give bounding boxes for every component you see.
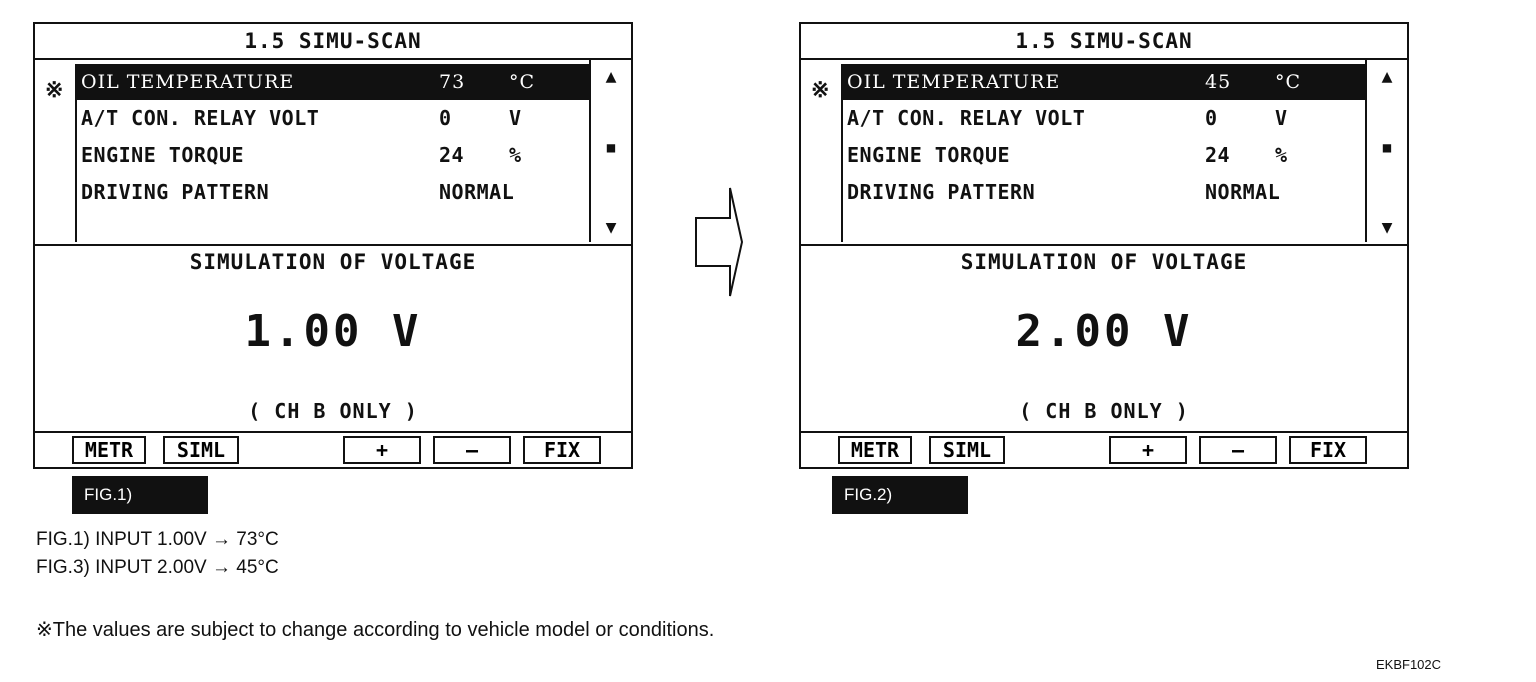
- list-item-engine-torque[interactable]: [77, 137, 591, 173]
- increase-button[interactable]: +: [343, 436, 421, 464]
- function-key-bar: [35, 431, 631, 469]
- simulation-title: SIMULATION OF VOLTAGE: [960, 250, 1248, 274]
- param-unit: °C: [509, 71, 536, 93]
- list-item-oil-temperature[interactable]: [77, 64, 591, 100]
- list-item-driving-pattern[interactable]: [843, 174, 1367, 210]
- divider: [801, 244, 1407, 246]
- scroll-thumb-icon[interactable]: ■: [1382, 140, 1392, 156]
- function-key-bar: [801, 431, 1407, 469]
- channel-note: ( CH B ONLY ): [248, 399, 418, 423]
- simulation-title: SIMULATION OF VOLTAGE: [189, 250, 477, 274]
- screen-title: 1.5 SIMU-SCAN: [35, 24, 631, 60]
- channel-note: ( CH B ONLY ): [1019, 399, 1189, 423]
- param-value: NORMAL: [439, 180, 515, 204]
- param-value: NORMAL: [1205, 180, 1281, 204]
- fix-button[interactable]: FIX: [523, 436, 601, 464]
- right-arrow-outline-icon: [694, 186, 744, 298]
- param-name: ENGINE TORQUE: [81, 143, 245, 167]
- list-item-relay-volt[interactable]: [77, 100, 591, 136]
- param-unit: °C: [1275, 71, 1302, 93]
- metr-button[interactable]: METR: [838, 436, 912, 464]
- param-value: 0: [439, 106, 452, 130]
- param-unit: %: [509, 143, 522, 167]
- scroll-up-icon[interactable]: ▲: [1381, 66, 1393, 87]
- list-item-relay-volt[interactable]: [843, 100, 1367, 136]
- fix-button[interactable]: FIX: [1289, 436, 1367, 464]
- param-unit: V: [1275, 106, 1288, 130]
- decrease-button[interactable]: —: [433, 436, 511, 464]
- figure-code: EKBF102C: [1376, 657, 1442, 672]
- param-value: 24: [1205, 143, 1231, 167]
- parameter-list: [841, 64, 1367, 242]
- param-name: OIL TEMPERATURE: [81, 71, 295, 93]
- figure-label-1: FIG.1): [72, 476, 208, 514]
- scrollbar[interactable]: [589, 60, 631, 242]
- siml-button[interactable]: SIML: [929, 436, 1005, 464]
- param-name: OIL TEMPERATURE: [847, 71, 1061, 93]
- figure-label-2: FIG.2): [832, 476, 968, 514]
- siml-button[interactable]: SIML: [163, 436, 239, 464]
- disclaimer-note: ※The values are subject to change according to vehicle model or conditions.: [36, 619, 715, 641]
- param-name: DRIVING PATTERN: [847, 180, 1036, 204]
- parameter-list: [75, 64, 591, 242]
- scroll-down-icon[interactable]: ▼: [1381, 217, 1393, 238]
- scrollbar[interactable]: [1365, 60, 1407, 242]
- scroll-down-icon[interactable]: ▼: [605, 217, 617, 238]
- cursor-marker-icon: ※: [811, 78, 830, 103]
- cursor-marker-icon: ※: [45, 78, 64, 103]
- param-name: A/T CON. RELAY VOLT: [847, 106, 1086, 130]
- scan-screen-1: [33, 22, 633, 469]
- caption-fig1: FIG.1) INPUT 1.00V → 73°C: [36, 529, 279, 550]
- param-value: 0: [1205, 106, 1218, 130]
- decrease-button[interactable]: —: [1199, 436, 1277, 464]
- list-item-driving-pattern[interactable]: [77, 174, 591, 210]
- scroll-thumb-icon[interactable]: ■: [606, 140, 616, 156]
- param-unit: V: [509, 106, 522, 130]
- metr-button[interactable]: METR: [72, 436, 146, 464]
- screen-title: 1.5 SIMU-SCAN: [801, 24, 1407, 60]
- param-unit: %: [1275, 143, 1288, 167]
- increase-button[interactable]: +: [1109, 436, 1187, 464]
- param-value: 73: [439, 71, 466, 93]
- param-name: ENGINE TORQUE: [847, 143, 1011, 167]
- param-name: DRIVING PATTERN: [81, 180, 270, 204]
- list-item-engine-torque[interactable]: [843, 137, 1367, 173]
- param-value: 45: [1205, 71, 1232, 93]
- scroll-up-icon[interactable]: ▲: [605, 66, 617, 87]
- caption-fig3: FIG.3) INPUT 2.00V → 45°C: [36, 557, 279, 578]
- list-item-oil-temperature[interactable]: [843, 64, 1367, 100]
- simulation-voltage-value: 1.00 V: [244, 306, 422, 357]
- param-name: A/T CON. RELAY VOLT: [81, 106, 320, 130]
- divider: [35, 244, 631, 246]
- scan-screen-2: [799, 22, 1409, 469]
- simulation-voltage-value: 2.00 V: [1015, 306, 1193, 357]
- param-value: 24: [439, 143, 465, 167]
